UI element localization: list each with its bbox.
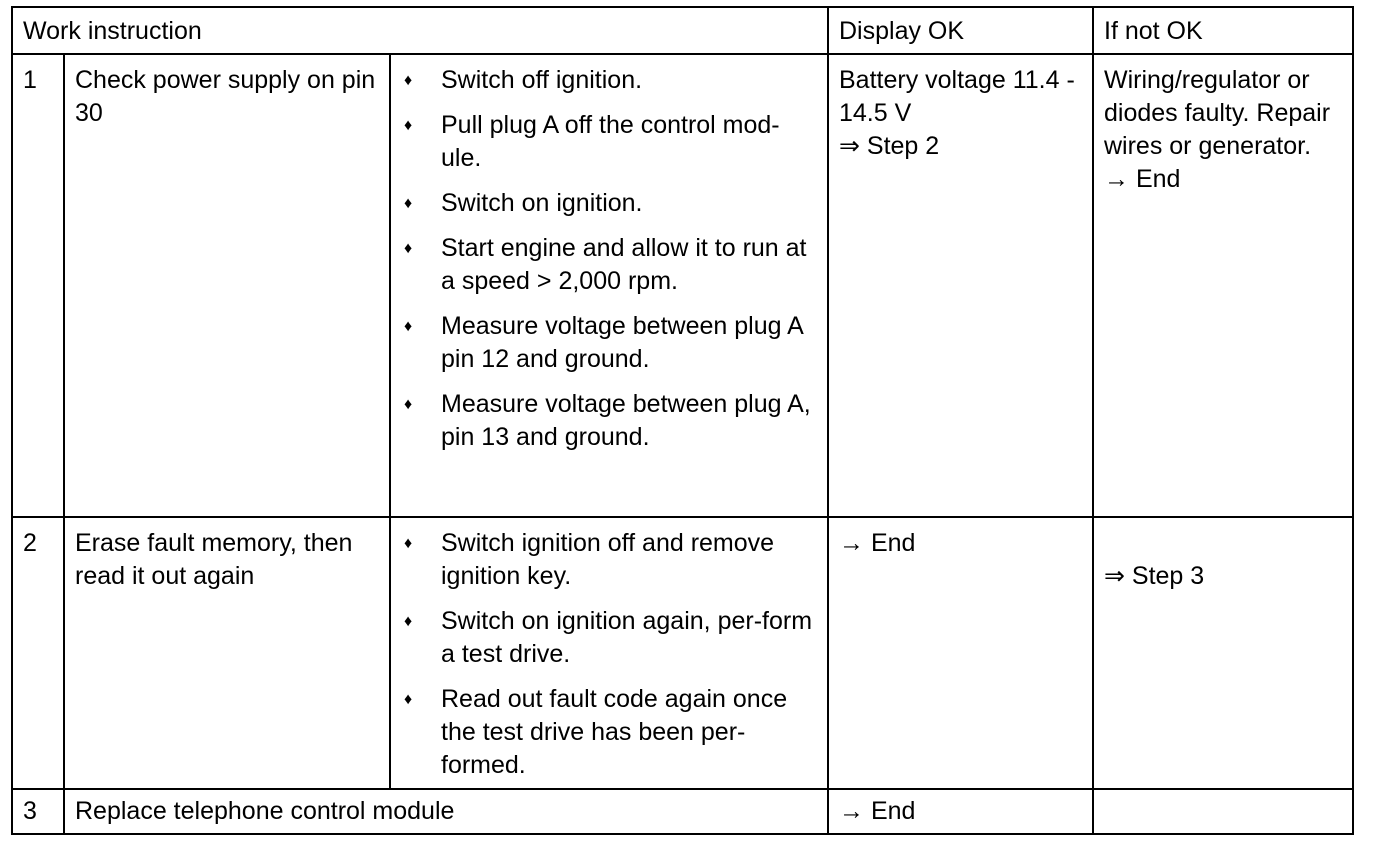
display-ok-cell: → End bbox=[828, 789, 1093, 834]
diamond-bullet-icon: ♦ bbox=[404, 195, 413, 212]
list-item bbox=[401, 605, 817, 671]
header-display-ok: Display OK bbox=[828, 7, 1093, 54]
step-text: Measure voltage between plug A, pin 13 and ground. bbox=[441, 390, 811, 451]
step-text: Start engine and allow it to run at a speed > 2,000 rpm. bbox=[441, 234, 807, 295]
list-item bbox=[401, 683, 817, 782]
steps-cell bbox=[390, 517, 828, 789]
diamond-bullet-icon: ♦ bbox=[404, 535, 413, 552]
step-text: Read out fault code again once the test drive has been per-formed. bbox=[441, 685, 788, 779]
diamond-bullet-icon: ♦ bbox=[404, 240, 413, 257]
list-item bbox=[401, 109, 817, 175]
diamond-bullet-icon: ♦ bbox=[404, 72, 413, 89]
display-ok-cell: → End bbox=[828, 517, 1093, 789]
step-text: Switch on ignition. bbox=[441, 189, 643, 217]
diamond-bullet-icon: ♦ bbox=[404, 613, 413, 630]
if-not-ok-cell bbox=[1093, 789, 1353, 834]
list-item bbox=[401, 527, 817, 593]
work-instruction-table bbox=[11, 6, 1354, 835]
header-work-instruction: Work instruction bbox=[12, 7, 828, 54]
if-not-ok-next: → End bbox=[1104, 165, 1181, 193]
step-number: 1 bbox=[12, 54, 64, 517]
table-row bbox=[12, 789, 1353, 834]
table-header-row bbox=[12, 7, 1353, 54]
display-ok-cell bbox=[828, 54, 1093, 517]
diamond-bullet-icon: ♦ bbox=[404, 117, 413, 134]
display-ok-text: Battery voltage 11.4 - 14.5 V bbox=[839, 66, 1075, 127]
task-cell: Check power supply on pin 30 bbox=[64, 54, 390, 517]
list-item bbox=[401, 388, 817, 454]
diamond-bullet-icon: ♦ bbox=[404, 318, 413, 335]
step-text: Measure voltage between plug A pin 12 and ground. bbox=[441, 312, 803, 373]
if-not-ok-cell bbox=[1093, 517, 1353, 789]
steps-list bbox=[401, 527, 817, 782]
step-text: Switch off ignition. bbox=[441, 66, 643, 94]
step-number: 3 bbox=[12, 789, 64, 834]
diamond-bullet-icon: ♦ bbox=[404, 396, 413, 413]
if-not-ok-text: Wiring/regulator or diodes faulty. Repair wires or generator. bbox=[1104, 66, 1331, 160]
step-number: 2 bbox=[12, 517, 64, 789]
display-ok-next: ⇒ Step 2 bbox=[839, 132, 940, 160]
list-item bbox=[401, 187, 817, 220]
header-if-not-ok: If not OK bbox=[1093, 7, 1353, 54]
steps-cell bbox=[390, 54, 828, 517]
list-item bbox=[401, 310, 817, 376]
step-text: Switch ignition off and remove ignition key. bbox=[441, 529, 775, 590]
list-item bbox=[401, 232, 817, 298]
step-text: Switch on ignition again, per-form a test drive. bbox=[441, 607, 813, 668]
if-not-ok-next: ⇒ Step 3 bbox=[1104, 562, 1205, 590]
table-row bbox=[12, 54, 1353, 517]
diamond-bullet-icon: ♦ bbox=[404, 691, 413, 708]
table-row bbox=[12, 517, 1353, 789]
list-item bbox=[401, 64, 817, 97]
task-cell: Erase fault memory, then read it out again bbox=[64, 517, 390, 789]
step-text: Pull plug A off the control mod-ule. bbox=[441, 111, 780, 172]
task-cell: Replace telephone control module bbox=[64, 789, 828, 834]
steps-list bbox=[401, 64, 817, 454]
if-not-ok-cell bbox=[1093, 54, 1353, 517]
